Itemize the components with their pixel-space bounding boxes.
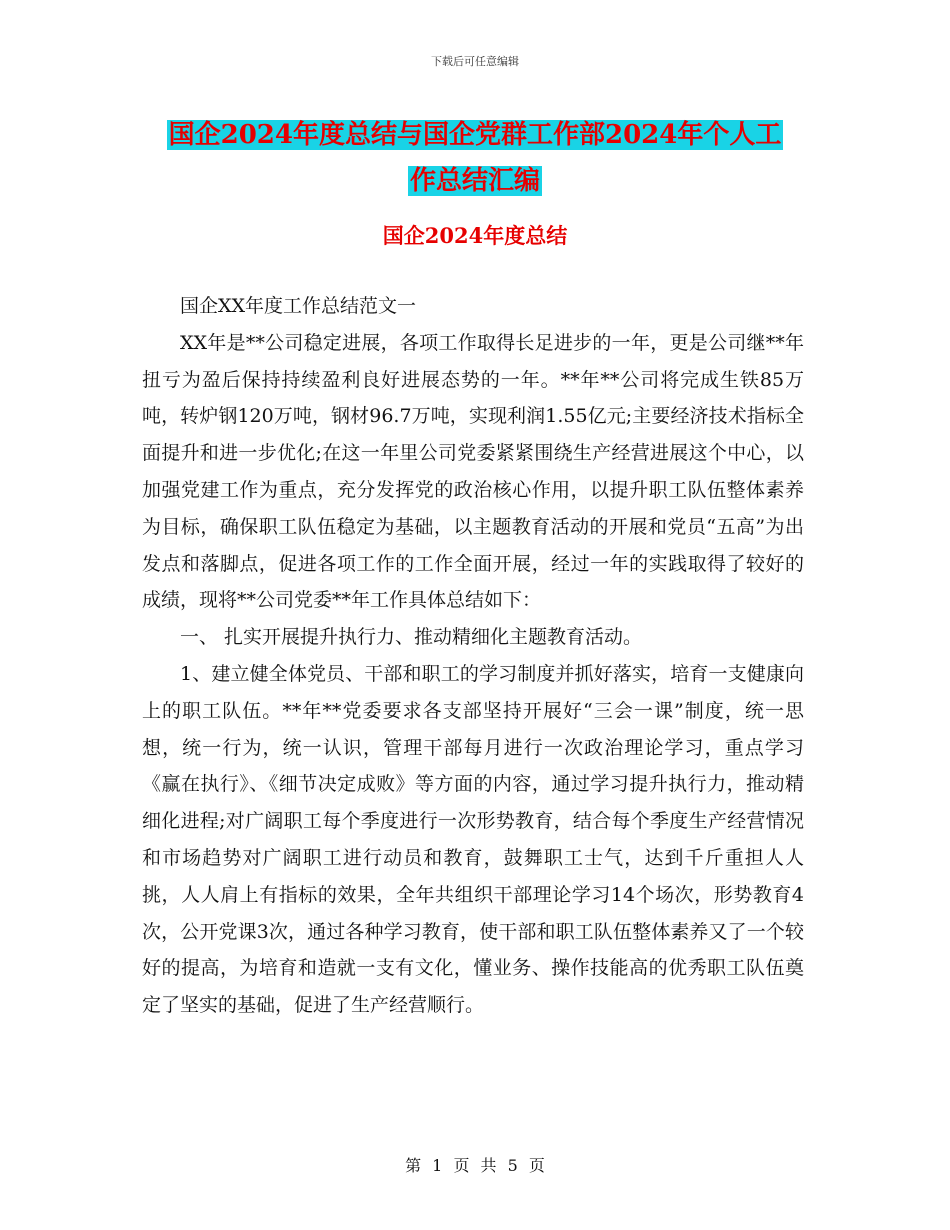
- paragraph-heading-1: 一、 扎实开展提升执行力、推动精细化主题教育活动。: [180, 626, 643, 649]
- paragraph-item-1: 1、建立健全体党员、干部和职工的学习制度并抓好落实，培育一支健康向上的职工队伍。**年**党委要求各支部坚持开展好“三会一课”制度，统一思想，统一行为，统一认识，管理干部每月进行一次政治理论学习，重点学习《赢在执行》、《细节决定成败》等方面的内容，通过学习提升执行力，推动精细化进程;对广阔职工每个季度进行一次形势教育，结合每个季度生产经营情况和市场趋势对广阔职工进行动员和教育，鼓舞职工士气，达到千斤重担人人挑，人人肩上有指标的效果，全年共组织干部理论学习14个场次，形势教育4次，公开党课3次，通过各种学习教育，使干部和职工队伍整体素养又了一个较好的提高，为培育和造就一支有文化，懂业务、操作技能高的优秀职工队伍奠定了坚实的基础，促进了生产经营顺行。: [142, 662, 804, 1017]
- section-title: 国企2024年度总结: [382, 223, 568, 248]
- paragraph-subtitle: 国企XX年度工作总结范文一: [180, 295, 417, 317]
- header-note: 下载后可任意编辑: [431, 55, 519, 68]
- document-title: [140, 112, 810, 204]
- paragraph-intro: XX年是**公司稳定进展，各项工作取得长足进步的一年，更是公司继**年扭亏为盈后保持持续盈利良好进展态势的一年。**年**公司将完成生铁85万吨，转炉钢120万吨，钢材96.7万吨，实现利润1.55亿元;主要经济技术指标全面提升和进一步优化;在这一年里公司党委紧紧围绕生产经营进展这个中心，以加强党建工作为重点，充分发挥党的政治核心作用，以提升职工队伍整体素养为目标，确保职工队伍稳定为基础，以主题教育活动的开展和党员“五高”为出发点和落脚点，促进各项工作的工作全面开展，经过一年的实践取得了较好的成绩，现将**公司党委**年工作具体总结如下：: [142, 331, 804, 612]
- body-text: [142, 288, 804, 1024]
- page-number: 第 1 页 共 5 页: [405, 1156, 545, 1175]
- document-title-line-2: 作总结汇编: [409, 166, 540, 196]
- document-title-line-1: 国企2024年度总结与国企党群工作部2024年个人工: [168, 120, 782, 150]
